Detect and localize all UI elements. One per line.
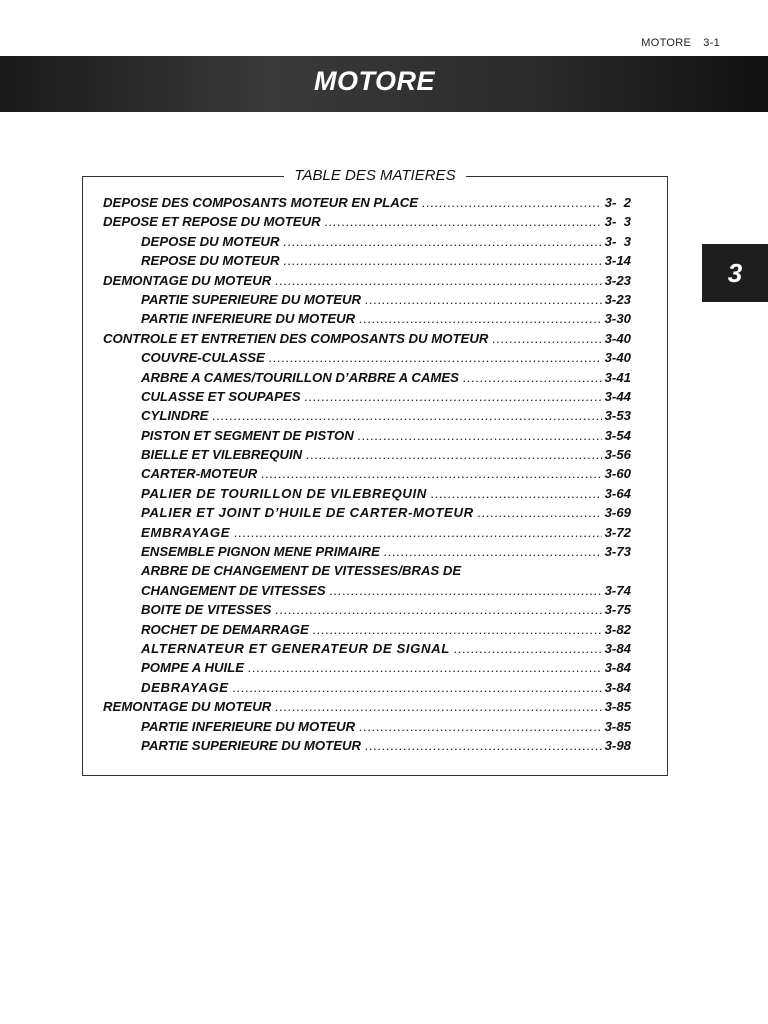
toc-entry[interactable] — [103, 387, 631, 406]
toc-entry[interactable] — [103, 484, 631, 503]
toc-entry-label: DEPOSE DES COMPOSANTS MOTEUR EN PLACE — [103, 195, 419, 210]
toc-entry-label: DEBRAYAGE — [141, 679, 229, 695]
toc-entry-label: POMPE A HUILE — [141, 660, 245, 676]
toc-leader-dots — [261, 464, 601, 483]
toc-entry-page: 3-40 — [604, 330, 631, 346]
toc-list — [103, 193, 631, 755]
toc-entry[interactable] — [103, 561, 631, 580]
toc-entry-label: ARBRE A CAMES/TOURILLON D’ARBRE A CAMES — [141, 369, 459, 385]
toc-entry[interactable] — [103, 329, 631, 348]
toc-leader-dots — [463, 368, 602, 387]
toc-entry[interactable] — [103, 232, 631, 251]
toc-title-wrap — [83, 167, 667, 185]
toc-leader-dots — [248, 658, 602, 677]
toc-entry-label: PALIER ET JOINT D’HUILE DE CARTER-MOTEUR — [141, 505, 474, 521]
toc-entry[interactable] — [103, 717, 631, 736]
toc-entry-label: CARTER-MOTEUR — [141, 466, 258, 482]
toc-entry-label: PARTIE INFERIEURE DU MOTEUR — [141, 718, 356, 734]
chapter-tab: 3 — [702, 244, 768, 302]
toc-entry-page: 3-44 — [604, 388, 631, 404]
toc-leader-dots — [422, 193, 602, 212]
toc-leader-dots — [358, 426, 602, 445]
toc-entry-page: 3-84 — [604, 640, 631, 656]
toc-entry-label: ALTERNATEUR ET GENERATEUR DE SIGNAL — [141, 640, 450, 656]
toc-leader-dots — [454, 639, 602, 658]
toc-entry-label: DEMONTAGE DU MOTEUR — [103, 272, 272, 288]
toc-entry-label: ARBRE DE CHANGEMENT DE VITESSES/BRAS DE — [141, 563, 462, 579]
toc-entry-page: 3-14 — [604, 253, 631, 269]
toc-entry[interactable] — [103, 406, 631, 425]
toc-entry-page: 3-73 — [604, 544, 631, 560]
toc-entry-label: COUVRE-CULASSE — [141, 350, 265, 366]
toc-entry[interactable] — [103, 639, 631, 658]
toc-entry-label: PISTON ET SEGMENT DE PISTON — [141, 427, 354, 443]
toc-leader-dots — [359, 309, 601, 328]
toc-entry-page: 3-85 — [604, 699, 631, 715]
toc-entry-label: PARTIE SUPERIEURE DU MOTEUR — [141, 291, 362, 307]
toc-entry[interactable] — [103, 503, 631, 522]
toc-entry-page: 3-30 — [604, 311, 631, 327]
toc-entry-page: 3-85 — [604, 718, 631, 734]
toc-entry[interactable] — [103, 251, 631, 270]
toc-title: TABLE DES MATIERES — [284, 167, 465, 184]
toc-leader-dots — [306, 445, 601, 464]
toc-leader-dots — [283, 251, 601, 270]
toc-entry-label: PARTIE SUPERIEURE DU MOTEUR — [141, 737, 362, 753]
toc-entry[interactable] — [103, 348, 631, 367]
toc-entry-page: 3-41 — [604, 369, 631, 385]
toc-entry-page: 3-84 — [604, 660, 631, 676]
toc-entry[interactable] — [103, 464, 631, 483]
toc-entry-page: 3-64 — [604, 485, 631, 501]
running-head-page: 3-1 — [703, 37, 720, 49]
toc-entry-label: CULASSE ET SOUPAPES — [141, 388, 301, 404]
toc-leader-dots — [275, 697, 601, 716]
toc-leader-dots — [492, 329, 601, 348]
chapter-title: MOTORE — [314, 66, 436, 96]
toc-entry-page: 3- 2 — [604, 195, 631, 210]
toc-entry-label: REPOSE DU MOTEUR — [141, 253, 280, 269]
toc-leader-dots — [275, 271, 601, 290]
toc-entry-label: PARTIE INFERIEURE DU MOTEUR — [141, 311, 356, 327]
toc-entry-page: 3-40 — [604, 350, 631, 366]
toc-leader-dots — [269, 348, 602, 367]
toc-leader-dots — [384, 542, 602, 561]
toc-entry-page: 3- 3 — [604, 233, 631, 249]
toc-entry-page: 3-53 — [604, 408, 631, 424]
toc-entry-page: 3-82 — [604, 621, 631, 637]
toc-leader-dots — [233, 678, 602, 697]
toc-leader-dots — [234, 523, 601, 542]
toc-leader-dots — [283, 232, 601, 251]
toc-entry[interactable] — [103, 523, 631, 542]
toc-entry-page: 3- 3 — [604, 214, 631, 230]
toc-leader-dots — [365, 736, 602, 755]
toc-entry-label: CYLINDRE — [141, 408, 209, 424]
toc-entry-label: BOITE DE VITESSES — [141, 602, 272, 618]
toc-leader-dots — [359, 717, 601, 736]
toc-entry[interactable] — [103, 309, 631, 328]
table-of-contents — [82, 167, 668, 776]
toc-entry-label: CONTROLE ET ENTRETIEN DES COMPOSANTS DU MOTEUR — [103, 330, 489, 346]
toc-entry[interactable] — [103, 581, 631, 600]
toc-leader-dots — [431, 484, 602, 503]
toc-entry-page: 3-74 — [604, 582, 631, 598]
toc-entry[interactable] — [103, 426, 631, 445]
toc-entry-page: 3-84 — [604, 679, 631, 695]
toc-leader-dots — [305, 387, 602, 406]
toc-entry-page: 3-54 — [604, 427, 631, 443]
toc-leader-dots — [365, 290, 602, 309]
toc-entry-page: 3-23 — [604, 272, 631, 288]
toc-entry[interactable] — [103, 193, 631, 212]
toc-entry-label: BIELLE ET VILEBREQUIN — [141, 447, 303, 463]
toc-leader-dots — [478, 503, 602, 522]
toc-leader-dots — [325, 212, 602, 231]
toc-entry-label: CHANGEMENT DE VITESSES — [141, 582, 326, 598]
toc-entry-label: DEPOSE ET REPOSE DU MOTEUR — [103, 214, 321, 230]
toc-entry-label: ROCHET DE DEMARRAGE — [141, 621, 309, 637]
toc-leader-dots — [212, 406, 601, 425]
toc-entry[interactable] — [103, 290, 631, 309]
toc-leader-dots — [275, 600, 601, 619]
running-head-section: MOTORE — [641, 37, 692, 49]
toc-entry-page: 3-23 — [604, 291, 631, 307]
toc-leader-dots — [330, 581, 602, 600]
running-head — [641, 37, 720, 49]
toc-entry-page: 3-56 — [604, 447, 631, 463]
toc-entry-page: 3-60 — [604, 466, 631, 482]
toc-entry-label: EMBRAYAGE — [141, 524, 231, 540]
toc-entry[interactable] — [103, 212, 631, 231]
toc-entry-label: REMONTAGE DU MOTEUR — [103, 699, 272, 715]
toc-entry-page: 3-69 — [604, 505, 631, 521]
toc-entry[interactable] — [103, 736, 631, 755]
toc-entry[interactable] — [103, 271, 631, 290]
toc-entry[interactable] — [103, 368, 631, 387]
toc-entry[interactable] — [103, 620, 631, 639]
toc-entry-label: PALIER DE TOURILLON DE VILEBREQUIN — [141, 485, 427, 501]
toc-entry[interactable] — [103, 658, 631, 677]
toc-entry-page: 3-72 — [604, 524, 631, 540]
toc-entry-label: DEPOSE DU MOTEUR — [141, 233, 280, 249]
toc-leader-dots — [313, 620, 602, 639]
toc-entry[interactable] — [103, 600, 631, 619]
toc-entry[interactable] — [103, 542, 631, 561]
toc-entry-page: 3-75 — [604, 602, 631, 618]
toc-entry-label: ENSEMBLE PIGNON MENE PRIMAIRE — [141, 544, 380, 560]
toc-entry-page: 3-98 — [604, 737, 631, 753]
toc-entry[interactable] — [103, 697, 631, 716]
toc-entry[interactable] — [103, 678, 631, 697]
toc-entry[interactable] — [103, 445, 631, 464]
